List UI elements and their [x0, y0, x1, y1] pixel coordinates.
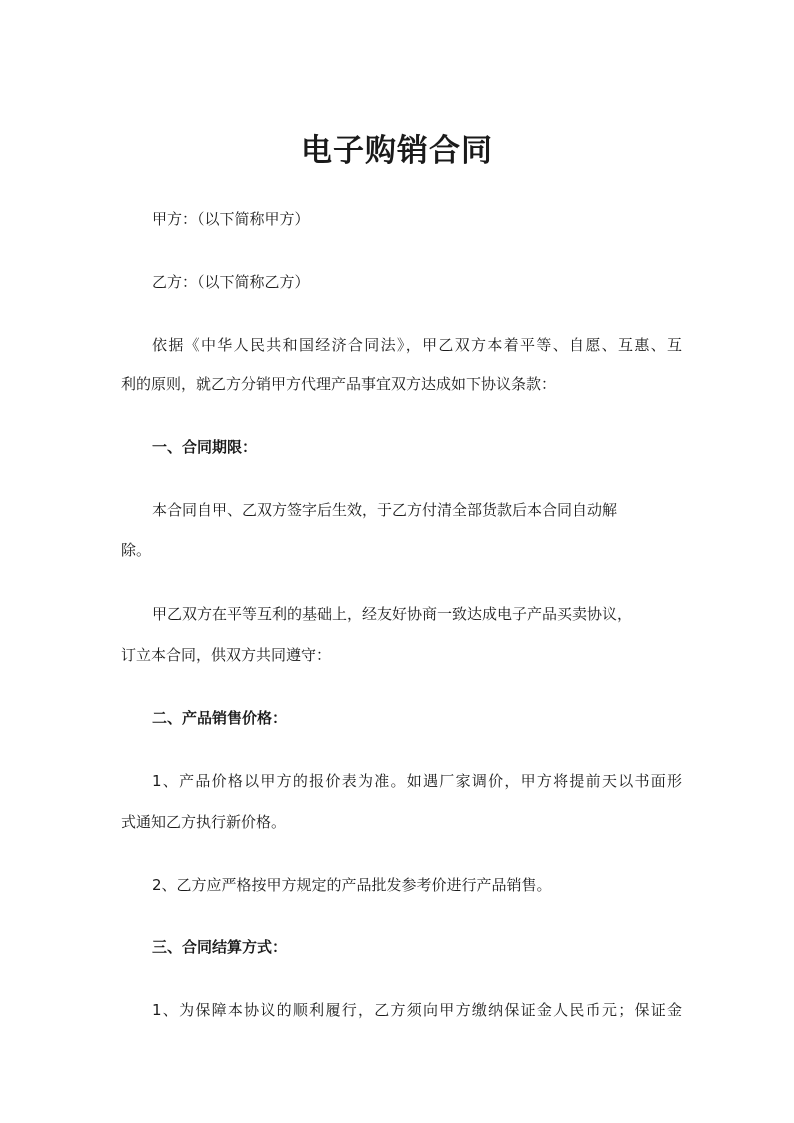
party-a-line: 甲方：（以下简称甲方） — [152, 210, 310, 228]
price-item1-line-1: 1、产品价格以甲方的报价表为准。如遇厂家调价，甲方将提前天以书面形 — [152, 772, 682, 790]
term-para2-line-1: 甲乙双方在平等互利的基础上，经友好协商一致达成电子产品买卖协议， — [152, 605, 633, 623]
document-title: 电子购销合同 — [301, 133, 493, 169]
section-heading-term: 一、合同期限： — [152, 438, 258, 456]
price-item1-line-2: 式通知乙方执行新价格。 — [121, 813, 287, 831]
term-para2-line-2: 订立本合同，供双方共同遵守： — [121, 646, 332, 664]
section-heading-settlement: 三、合同结算方式： — [152, 938, 288, 956]
term-para1-line-2: 除。 — [121, 541, 152, 559]
term-para1-line-1: 本合同自甲、乙双方签字后生效，于乙方付清全部货款后本合同自动解 — [152, 501, 618, 519]
intro-line-1: 依据《中华人民共和国经济合同法》，甲乙双方本着平等、自愿、互惠、互 — [152, 336, 682, 354]
intro-line-2: 利的原则，就乙方分销甲方代理产品事宜双方达成如下协议条款： — [121, 375, 557, 393]
section-heading-price: 二、产品销售价格： — [152, 709, 288, 727]
price-item2-line: 2、乙方应严格按甲方规定的产品批发参考价进行产品销售。 — [152, 876, 552, 894]
party-b-line: 乙方：（以下简称乙方） — [152, 273, 310, 291]
settlement-item1-line-1: 1、为保障本协议的顺利履行，乙方须向甲方缴纳保证金人民币元；保证金 — [152, 1001, 682, 1019]
